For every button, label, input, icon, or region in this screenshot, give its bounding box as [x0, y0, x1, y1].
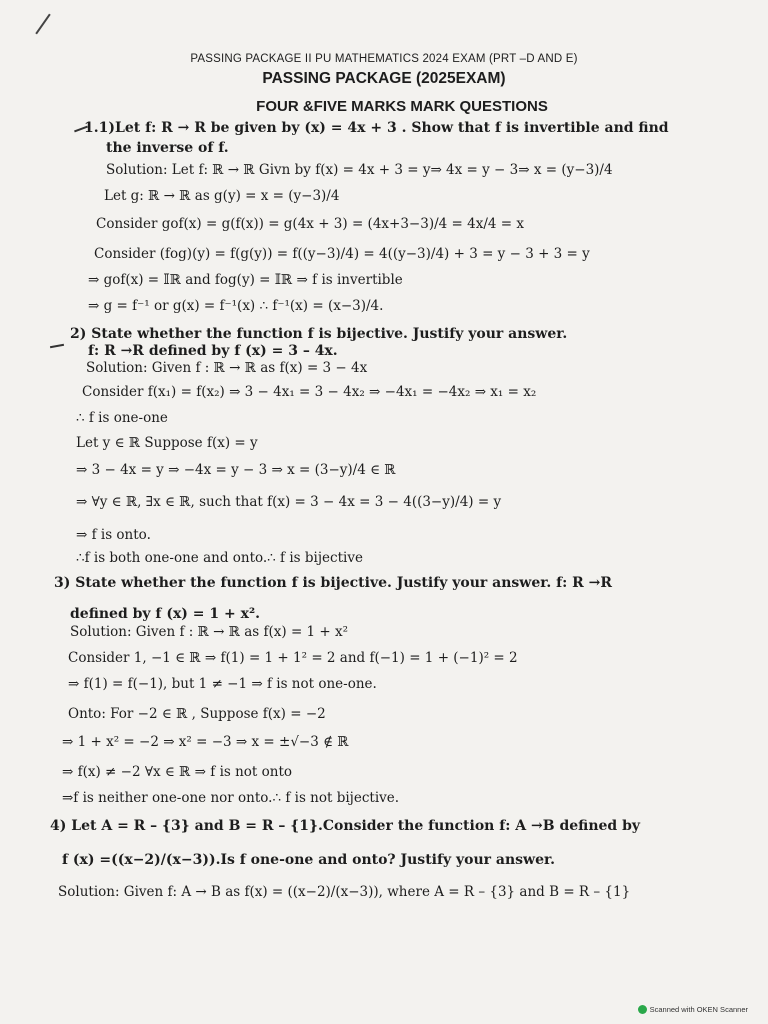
scan-pen-mark	[35, 14, 50, 35]
solution-line: ⇒f is neither one-one nor onto.∴ f is not bijective.	[62, 790, 400, 806]
solution-line: ⇒ f(1) = f(−1), but 1 ≠ −1 ⇒ f is not one-one.	[68, 676, 377, 692]
solution-line: Onto: For −2 ∈ ℝ , Suppose f(x) = −2	[68, 706, 326, 722]
question-2-line: f: R →R defined by f (x) = 3 – 4x.	[88, 343, 338, 359]
solution-line: ∴ f is one-one	[76, 410, 168, 426]
question-4-line: f (x) =((x−2)/(x−3)).Is f one-one and onto? Justify your answer.	[62, 852, 555, 868]
solution-line: Solution: Given f: A → B as f(x) = ((x−2)/(x−3)), where A = R – {3} and B = R – {1}	[58, 884, 631, 900]
question-2-line: 2) State whether the function f is bijective. Justify your answer.	[70, 326, 568, 342]
solution-line: Consider f(x₁) = f(x₂) ⇒ 3 − 4x₁ = 3 − 4x₂ ⇒ −4x₁ = −4x₂ ⇒ x₁ = x₂	[82, 384, 537, 400]
section-heading: FOUR &FIVE MARKS MARK QUESTIONS	[256, 98, 548, 115]
question-1-line: the inverse of f.	[106, 140, 229, 156]
solution-line: Solution: Given f : ℝ → ℝ as f(x) = 3 − 4x	[86, 360, 368, 376]
solution-line: Consider (fog)(y) = f(g(y)) = f((y−3)/4) = 4((y−3)/4) + 3 = y − 3 + 3 = y	[94, 246, 590, 262]
pen-tick-mark	[50, 344, 64, 348]
solution-line: ⇒ 1 + x² = −2 ⇒ x² = −3 ⇒ x = ±√−3 ∉ ℝ	[62, 734, 349, 750]
solution-line: Solution: Let f: ℝ → ℝ Givn by f(x) = 4x + 3 = y⇒ 4x = y − 3⇒ x = (y−3)/4	[106, 162, 613, 178]
scanner-watermark	[638, 1005, 748, 1014]
question-4-line: 4) Let A = R – {3} and B = R – {1}.Consider the function f: A →B defined by	[50, 818, 641, 834]
solution-line: Solution: Given f : ℝ → ℝ as f(x) = 1 + x²	[70, 624, 349, 640]
document-header-line: PASSING PACKAGE II PU MATHEMATICS 2024 EXAM (PRT –D AND E)	[190, 53, 578, 65]
question-3-line: 3) State whether the function f is bijective. Justify your answer. f: R →R	[54, 575, 613, 591]
solution-line: ⇒ gof(x) = 𝕀ℝ and fog(y) = 𝕀ℝ ⇒ f is invertible	[88, 272, 403, 288]
solution-line: ∴f is both one-one and onto.∴ f is bijective	[76, 550, 363, 566]
question-3-line: defined by f (x) = 1 + x².	[70, 606, 260, 622]
solution-line: ⇒ ∀y ∈ ℝ, ∃x ∈ ℝ, such that f(x) = 3 − 4x = 3 − 4((3−y)/4) = y	[76, 494, 502, 510]
solution-line: Let y ∈ ℝ Suppose f(x) = y	[76, 435, 258, 451]
question-1-line: 1.1)Let f: R → R be given by (x) = 4x + 3 . Show that f is invertible and find	[84, 120, 669, 136]
solution-line: ⇒ 3 − 4x = y ⇒ −4x = y − 3 ⇒ x = (3−y)/4 ∈ ℝ	[76, 462, 396, 478]
solution-line: ⇒ g = f⁻¹ or g(x) = f⁻¹(x) ∴ f⁻¹(x) = (x−3)/4.	[88, 298, 384, 314]
solution-line: Consider 1, −1 ∈ ℝ ⇒ f(1) = 1 + 1² = 2 and f(−1) = 1 + (−1)² = 2	[68, 650, 518, 666]
solution-line: ⇒ f is onto.	[76, 527, 151, 543]
solution-line: Consider gof(x) = g(f(x)) = g(4x + 3) = (4x+3−3)/4 = 4x/4 = x	[96, 216, 524, 232]
solution-line: Let g: ℝ → ℝ as g(y) = x = (y−3)/4	[104, 188, 340, 204]
solution-line: ⇒ f(x) ≠ −2 ∀x ∈ ℝ ⇒ f is not onto	[62, 764, 293, 780]
scanner-watermark-text: Scanned with OKEN Scanner	[649, 1005, 748, 1014]
scanner-logo-icon	[638, 1005, 647, 1014]
document-title: PASSING PACKAGE (2025EXAM)	[262, 70, 506, 87]
